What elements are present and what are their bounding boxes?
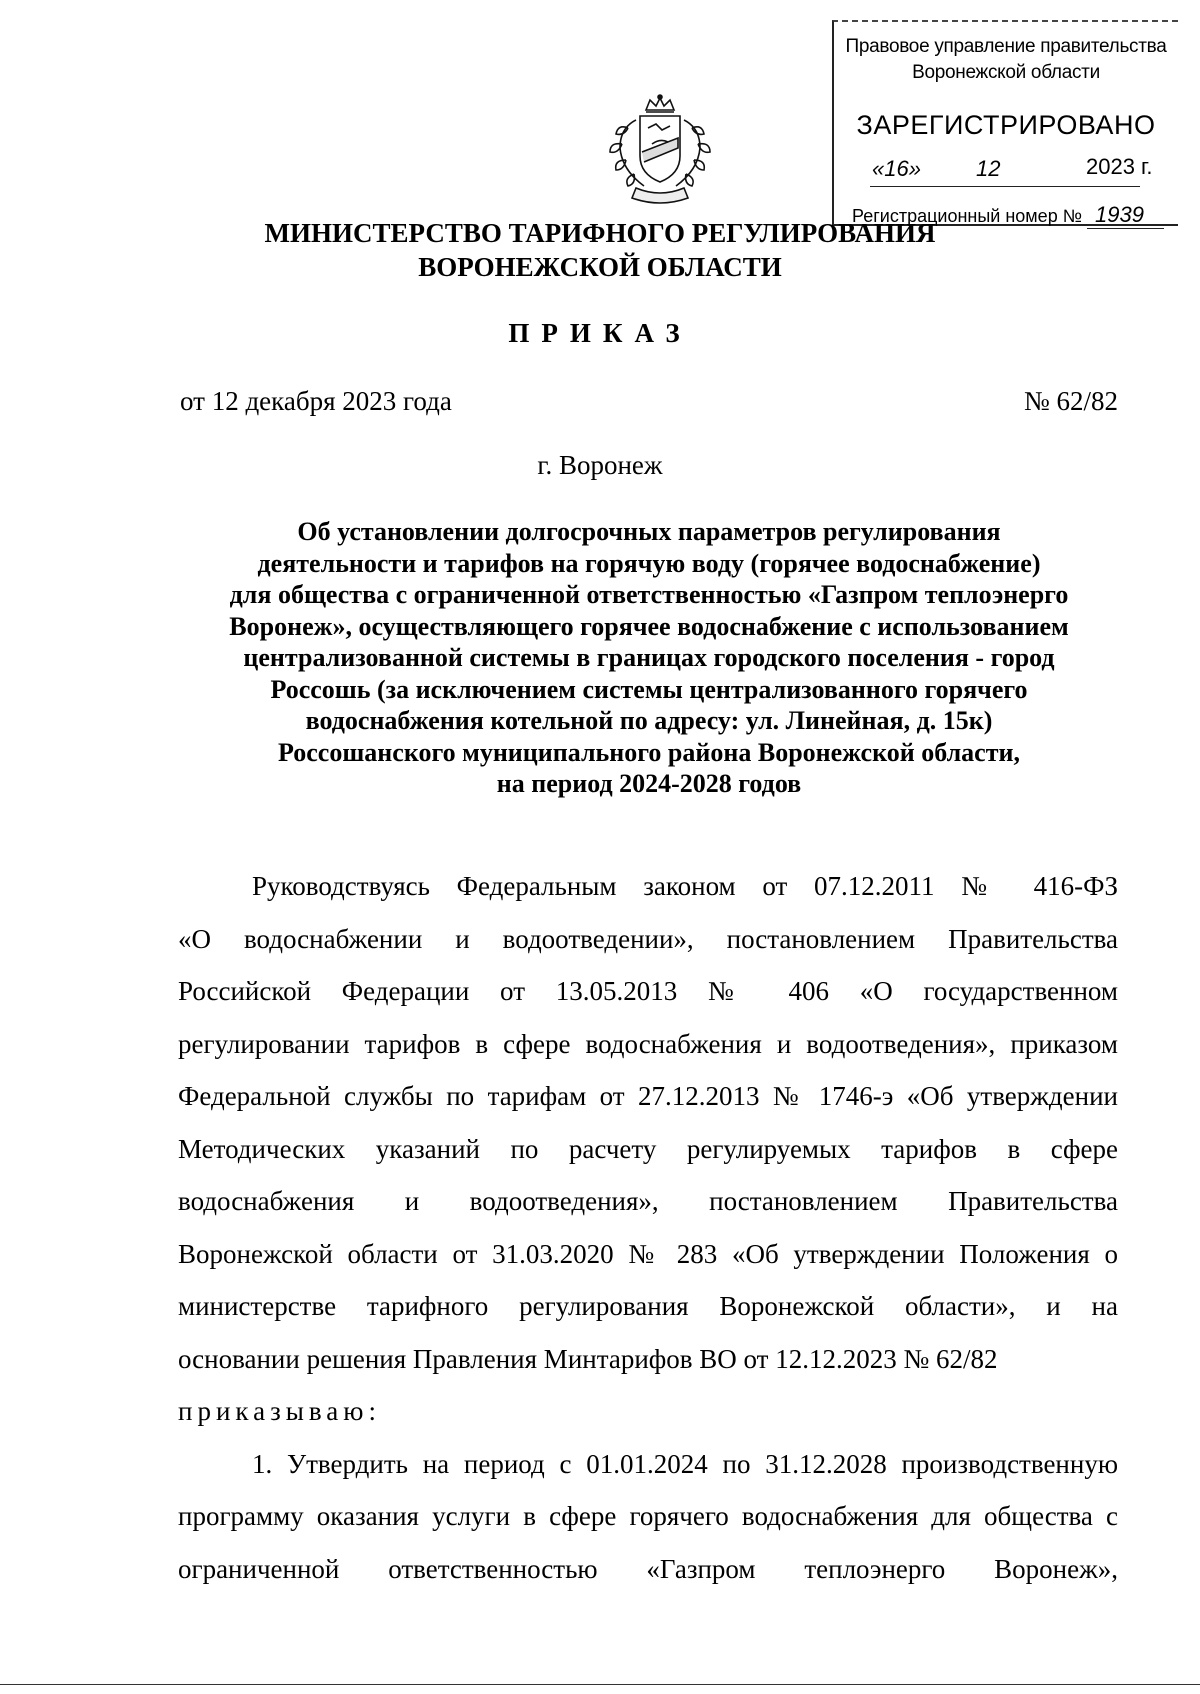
order-directive-word: приказываю: [178,1396,381,1426]
body-line: водоснабжения и водоотведения», постановлением Правительства [178,1186,1118,1216]
stamp-date [870,152,1160,192]
stamp-date-day: «16» [872,156,921,181]
order-subject [180,516,1118,800]
body-line: Российской Федерации от 13.05.2013 № 406 «О государственном [178,976,1118,1006]
order-number: № 62/82 [1023,386,1118,416]
subject-line: на период 2024-2028 годов [496,769,802,798]
body-line: «О водоснабжении и водоотведении», постановлением Правительства [178,923,1118,954]
stamp-reg-label: Регистрационный номер № [852,206,1083,226]
stamp-date-month: 12 [976,156,1001,181]
subject-line: Россошанского муниципального района Воронежской области, [278,737,1020,767]
stamp-organization [834,34,1178,86]
body-line: Федеральной службы по тарифам от 27.12.2013 № 1746-э «Об утверждении [178,1081,1118,1111]
order-body [178,860,1118,1595]
stamp-date-year: 2023 г. [1086,154,1153,179]
body-line: Руководствуясь Федеральным законом от 07.12.2011 № 416-ФЗ [252,871,1118,901]
body-line: программу оказания услуги в сфере горячего водоснабжения для общества с [178,1501,1118,1531]
stamp-date-underline [870,186,1140,187]
order-date: от 12 декабря 2023 года [180,386,452,416]
ministry-name-line1: МИНИСТЕРСТВО ТАРИФНОГО РЕГУЛИРОВАНИЯ [264,218,936,248]
body-line: основании решения Правления Минтарифов ВО от 12.12.2023 № 62/82 [178,1343,998,1374]
body-line: Методических указаний по расчету регулируемых тарифов в сфере [178,1133,1118,1164]
body-line: регулировании тарифов в сфере водоснабжения и водоотведения», приказом [178,1028,1118,1059]
subject-line: Воронеж», осуществляющего горячее водоснабжение с использованием [229,611,1069,641]
subject-line: водоснабжения котельной по адресу: ул. Линейная, д. 15к) [305,706,993,735]
subject-line: для общества с ограниченной ответственностью «Газпром теплоэнерго [229,580,1069,609]
subject-line: деятельности и тарифов на горячую воду (горячее водоснабжение) [257,548,1041,578]
ministry-name-line2: ВОРОНЕЖСКОЙ ОБЛАСТИ [418,252,782,282]
document-type-title: ПРИКАЗ [508,318,692,348]
subject-line: Об установлении долгосрочных параметров регулирования [297,517,1001,546]
order-city: г. Воронеж [537,450,663,480]
stamp-reg-number: 1939 [1087,202,1164,229]
body-line: Воронежской области от 31.03.2020 № 283 «Об утверждении Положения о [178,1238,1118,1269]
stamp-org-line1: Правовое управление правительства [845,36,1167,57]
registration-stamp [832,20,1178,226]
page-bottom-rule [0,1684,1200,1685]
stamp-org-line2: Воронежской области [912,62,1100,83]
body-line: министерстве тарифного регулирования Воронежской области», и на [178,1291,1118,1321]
subject-line: Россошь (за исключением системы централизованного горячего [270,674,1028,704]
stamp-status: ЗАРЕГИСТРИРОВАНО [856,110,1156,140]
body-line: ограниченной ответственностью «Газпром теплоэнерго Воронеж», [178,1553,1118,1584]
coat-of-arms-icon [606,94,714,204]
body-line: 1. Утвердить на период с 01.01.2024 по 31.12.2028 производственную [252,1448,1118,1479]
subject-line: централизованной системы в границах городского поселения - город [243,643,1055,672]
